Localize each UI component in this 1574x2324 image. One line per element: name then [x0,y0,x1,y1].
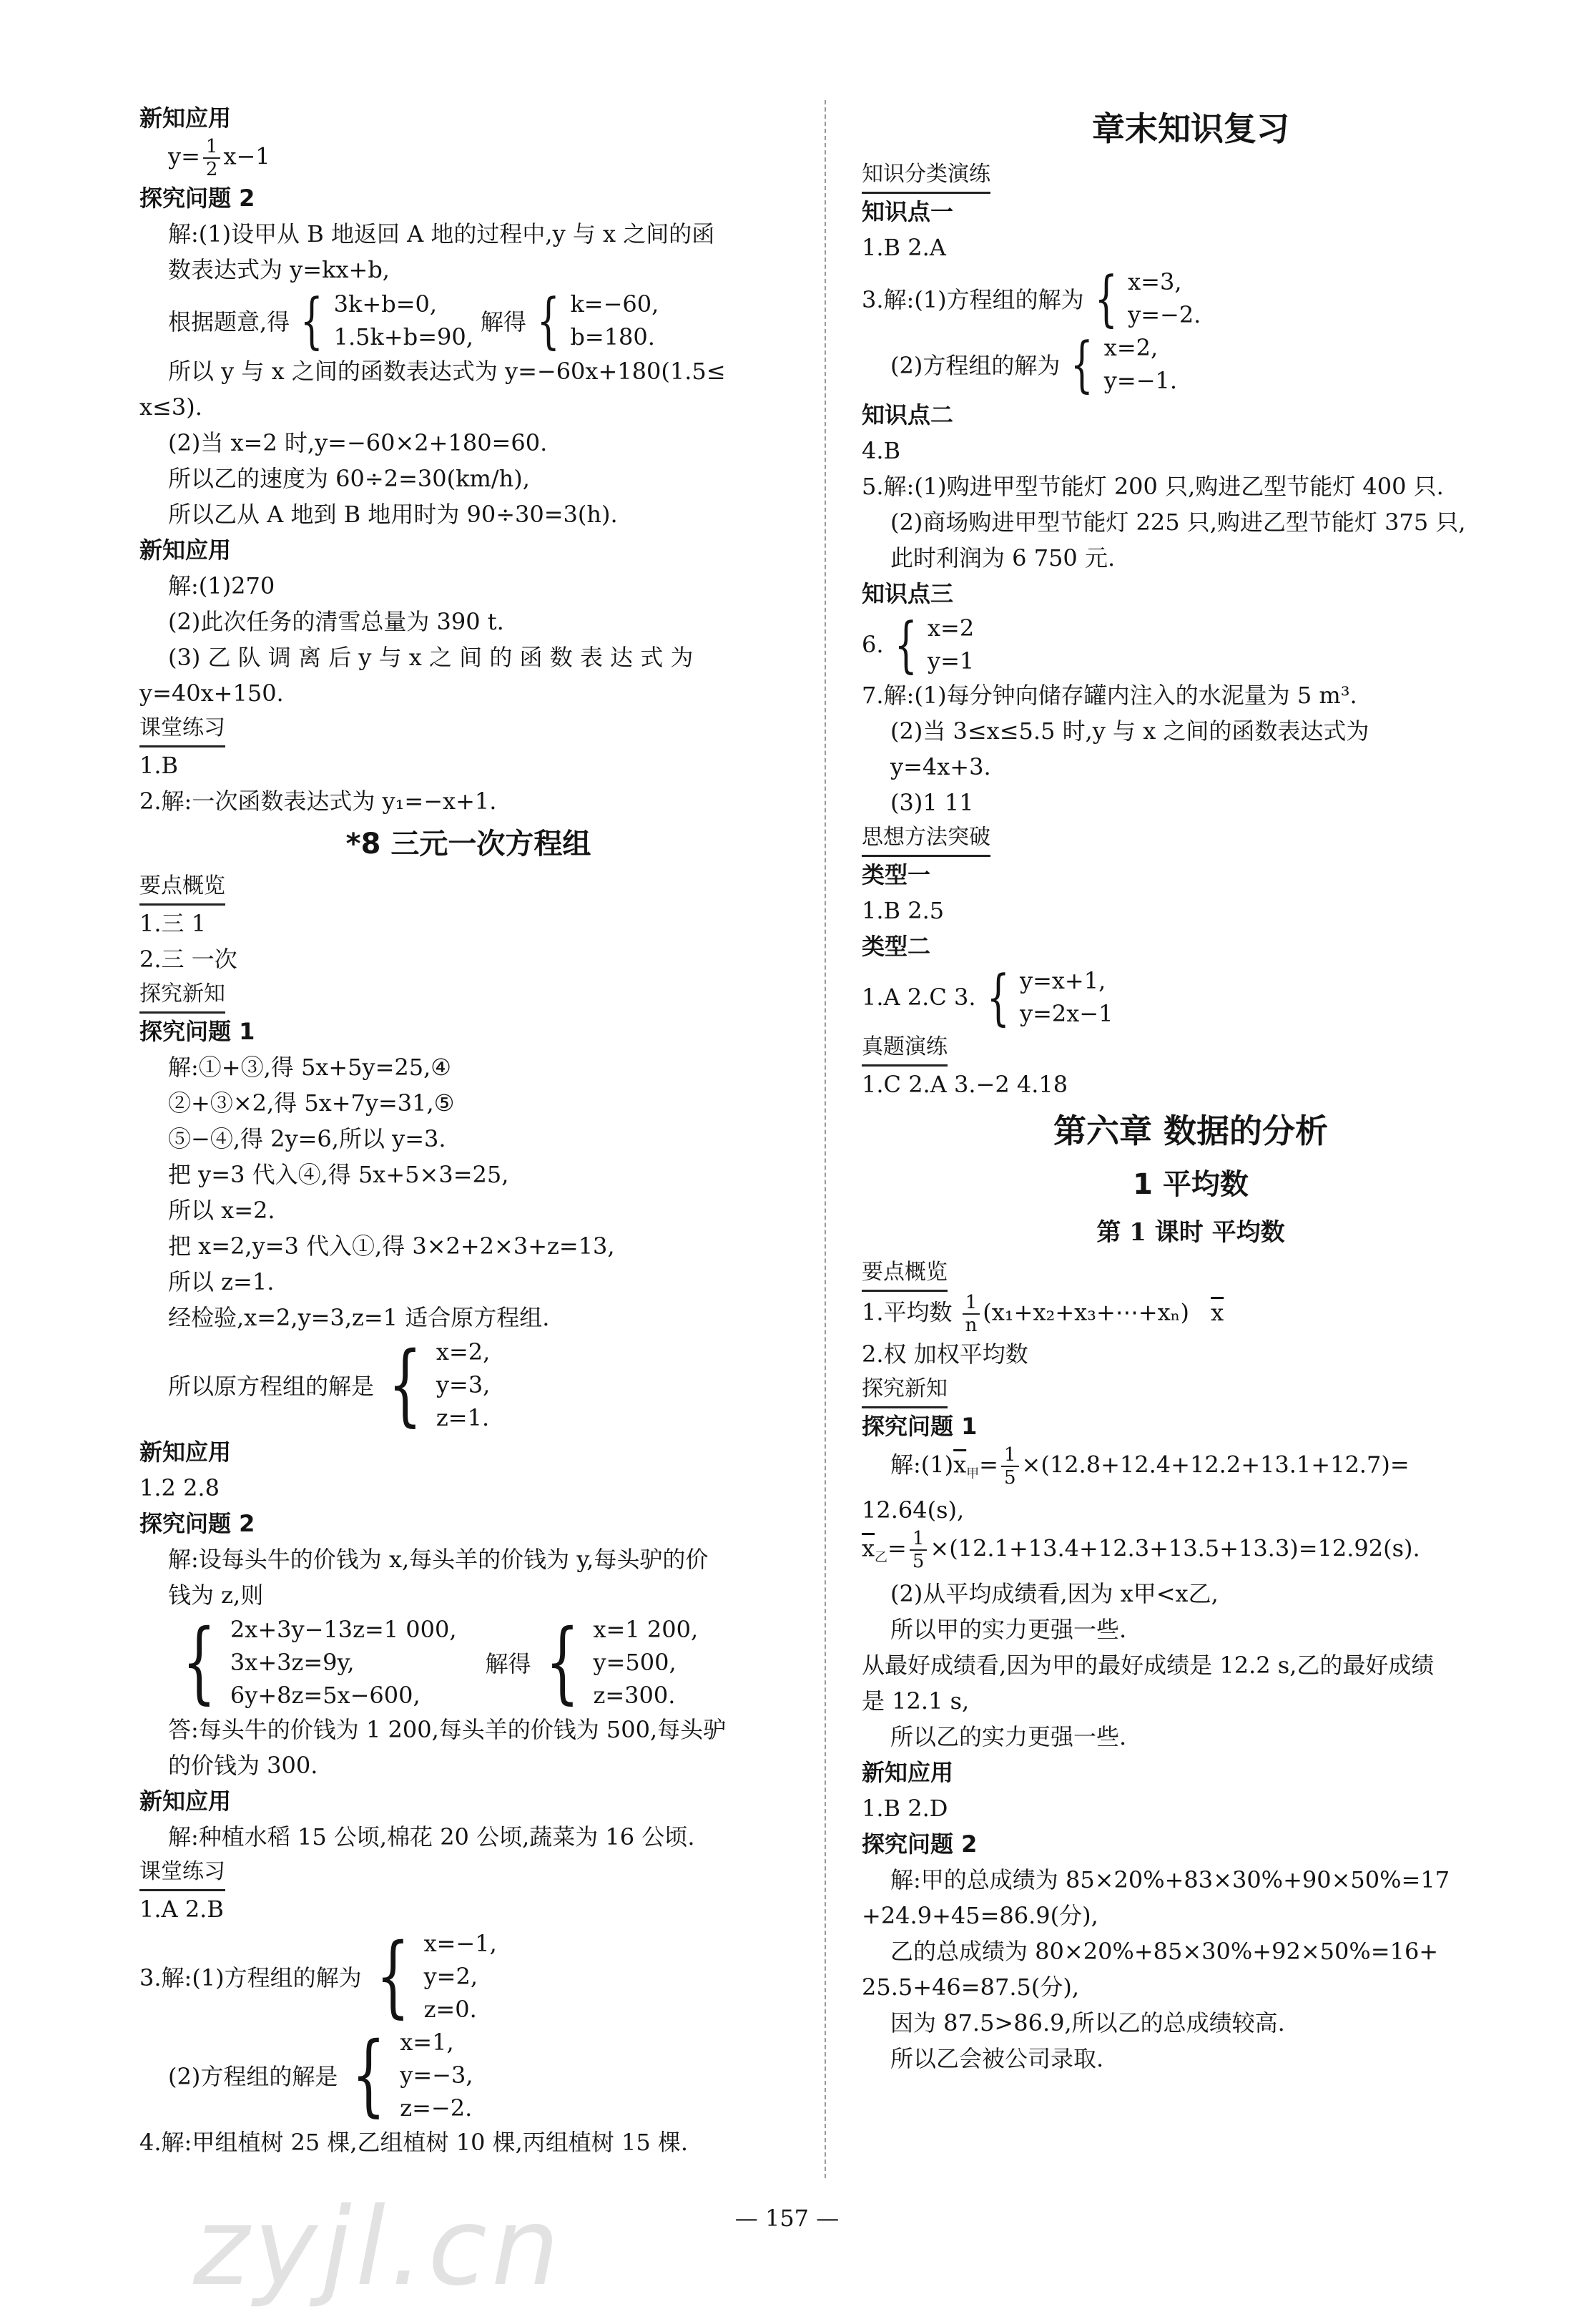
text-line: (2)从平均成绩看,因为 x甲<x乙, [890,1579,1219,1607]
heading: 知识点一 [862,198,954,225]
lesson-title: 第 1 课时 平均数 [1096,1218,1285,1247]
text-line: 1.A 2.B [139,1896,224,1923]
text-line: 所以 x=2. [168,1197,275,1224]
text-line: 解:(1)设甲从 B 地返回 A 地的过程中,y 与 x 之间的函 [168,220,715,247]
text-line: 2.解:一次函数表达式为 y₁=−x+1. [139,788,497,815]
text-line: 1.三 1 [139,910,207,937]
text-line: 2.权 加权平均数 [862,1340,1028,1368]
left-column [139,100,797,2160]
section-tag: 要点概览 [139,869,225,906]
section-title: *8 三元一次方程组 [345,828,591,861]
formula-line: $\overline{x}_乙=$ $\frac{1}{5}$ ×(12.1+13.4+12.3+13.5+13.3)=12.92(s). [862,1527,1420,1572]
text-line: 7.解:(1)每分钟向储存罐内注入的水泥量为 5 m³. [862,682,1357,709]
text-line: x≤3). [139,393,202,421]
text-line: 所以 z=1. [168,1268,275,1295]
text-line: (2)当 x=2 时,y=−60×2+180=60. [168,429,548,456]
text-line: 解:种植水稻 15 公顷,棉花 20 公顷,蔬菜为 16 公顷. [168,1823,695,1850]
heading: 类型二 [862,933,931,960]
text-line: 所以乙的实力更强一些. [890,1722,1127,1750]
text-line: 25.5+46=87.5(分), [862,1973,1079,2001]
heading: 探究问题 2 [139,1510,255,1537]
section-tag: 探究新知 [139,977,225,1014]
heading: 新知应用 [862,1758,954,1786]
text-line: 所以乙的速度为 60÷2=30(km/h), [168,465,530,492]
text-line: 把 x=2,y=3 代入①,得 3×2+2×3+z=13, [168,1232,615,1260]
heading: 探究问题 1 [862,1413,978,1440]
text-line: 所以乙从 A 地到 B 地用时为 90÷30=3(h). [168,501,618,528]
section-title: 1 平均数 [1133,1168,1249,1201]
text-line: y=40x+150. [139,680,284,707]
equation-system: 1.A 2.C 3. { y=x+1, y=2x−1 [862,962,1113,1032]
heading: 新知应用 [139,1788,232,1815]
text-line: 所以乙会被公司录取. [890,2044,1104,2072]
watermark-logo: zyjl.cn [193,2185,564,2310]
text-line: y=4x+3. [890,753,991,780]
heading: 新知应用 [139,536,232,564]
text-line: 此时利润为 6 750 元. [890,544,1116,572]
section-tag: 要点概览 [862,1255,948,1292]
text-line: (2)商场购进甲型节能灯 225 只,购进乙型节能灯 375 只, [890,509,1466,536]
text-line: 经检验,x=2,y=3,z=1 适合原方程组. [168,1304,550,1331]
text-line: (2)当 3≤x≤5.5 时,y 与 x 之间的函数表达式为 [890,717,1369,745]
heading: 探究问题 2 [862,1830,978,1858]
heading: 探究问题 1 [139,1018,255,1045]
section-tag: 知识分类演练 [862,157,990,194]
equation-system: 根据题意,得 { 3k+b=0, 1.5k+b=90, 解得 { k=−60, b=180. [168,285,659,356]
equation-system: { 2x+3y−13z=1 000, 3x+3z=9y, 6y+8z=5x−600, 解得 { x=1 200, y=500, z=300. [182,1611,699,1714]
heading: 知识点三 [862,580,954,607]
heading: 类型一 [862,861,931,888]
text-line: 4.解:甲组植树 25 棵,乙组植树 10 棵,丙组植树 15 棵. [139,2129,689,2156]
chapter-review-title: 章末知识复习 [1092,109,1289,148]
text-line: (2)此次任务的清雪总量为 390 t. [168,608,504,635]
formula-line: 1.平均数 $\frac{1}{n}$ (x₁+x₂+x₃+⋯+xₙ) $\overline{x}$ [862,1292,1224,1336]
section-tag: 真题演练 [862,1030,948,1067]
chapter-title: 第六章 数据的分析 [1053,1112,1328,1150]
text-line: 解:甲的总成绩为 85×20%+83×30%+90×50%=17 [890,1865,1450,1893]
text-line: 12.64(s), [862,1496,965,1524]
text-line: 解:①+③,得 5x+5y=25,④ [168,1054,451,1081]
section-tag: 课堂练习 [139,711,225,747]
equation-system: 3.解:(1)方程组的解为 { x=−1, y=2, z=0. [139,1925,497,2028]
section-tag: 课堂练习 [139,1855,225,1891]
equation-system: (2)方程组的解为 { x=2, y=−1. [890,329,1178,399]
page-number: — 157 — [734,2205,840,2232]
text-line: 数表达式为 y=kx+b, [168,256,390,283]
text-line: ⑤−④,得 2y=6,所以 y=3. [168,1125,446,1152]
text-line: 所以甲的实力更强一些. [890,1615,1127,1643]
heading: 探究问题 2 [139,185,255,212]
text-line: 解:设每头牛的价钱为 x,每头羊的价钱为 y,每头驴的价 [168,1546,709,1573]
text-line: 1.B 2.D [862,1794,948,1822]
text-line: 从最好成绩看,因为甲的最好成绩是 12.2 s,乙的最好成绩 [862,1651,1435,1679]
text-line: 2.三 一次 [139,946,237,973]
text-line: +24.9+45=86.9(分), [862,1901,1098,1929]
text-line: 1.B 2.A [862,234,946,261]
section-tag: 思想方法突破 [862,820,990,857]
text-line: 1.B [139,752,179,779]
text-line: 是 12.1 s, [862,1687,970,1715]
text-line: 钱为 z,则 [168,1582,264,1609]
heading: 知识点二 [862,401,954,428]
equation-system: (2)方程组的解是 { x=1, y=−3, z=−2. [168,2024,473,2127]
text-line: 答:每头牛的价钱为 1 200,每头羊的价钱为 500,每头驴 [168,1716,727,1743]
text-line: 因为 87.5>86.9,所以乙的总成绩较高. [890,2009,1285,2036]
heading: 新知应用 [139,104,232,132]
text-line: ②+③×2,得 5x+7y=31,⑤ [168,1089,455,1117]
heading: 新知应用 [139,1438,232,1466]
text-line: 1.B 2.5 [862,897,945,924]
text-line: 把 y=3 代入④,得 5x+5×3=25, [168,1161,509,1188]
text-line: 乙的总成绩为 80×20%+85×30%+92×50%=16+ [890,1937,1439,1965]
equation-system: 3.解:(1)方程组的解为 { x=3, y=−2. [862,263,1201,333]
text-line: (3) 乙 队 调 离 后 y 与 x 之 间 的 函 数 表 达 式 为 [168,644,694,671]
text-line: 5.解:(1)购进甲型节能灯 200 只,购进乙型节能灯 400 只. [862,473,1444,500]
equation: y= $\frac{1}{2}$ x−1 [168,136,270,180]
text-line: 1.2 2.8 [139,1474,220,1501]
column-divider [825,100,826,2178]
equation-system: 6. { x=2 y=1 [862,609,975,680]
text-line: 解:(1)270 [168,572,275,599]
text-line: (3)1 11 [890,789,974,816]
section-tag: 探究新知 [862,1372,948,1408]
text-line: 所以 y 与 x 之间的函数表达式为 y=−60x+180(1.5≤ [168,358,726,385]
right-column [862,100,1520,2077]
text-line: 1.C 2.A 3.−2 4.18 [862,1071,1068,1098]
formula-line: 解$:(1)\overline{x}_甲=$ $\frac{1}{5}$ ×(12.8+12.4+12.2+13.1+12.7)= [890,1444,1410,1489]
text-line: 4.B [862,437,901,464]
text-line: 的价钱为 300. [168,1752,318,1779]
equation-system: 所以原方程组的解是 { x=2, y=3, z=1. [168,1333,491,1436]
